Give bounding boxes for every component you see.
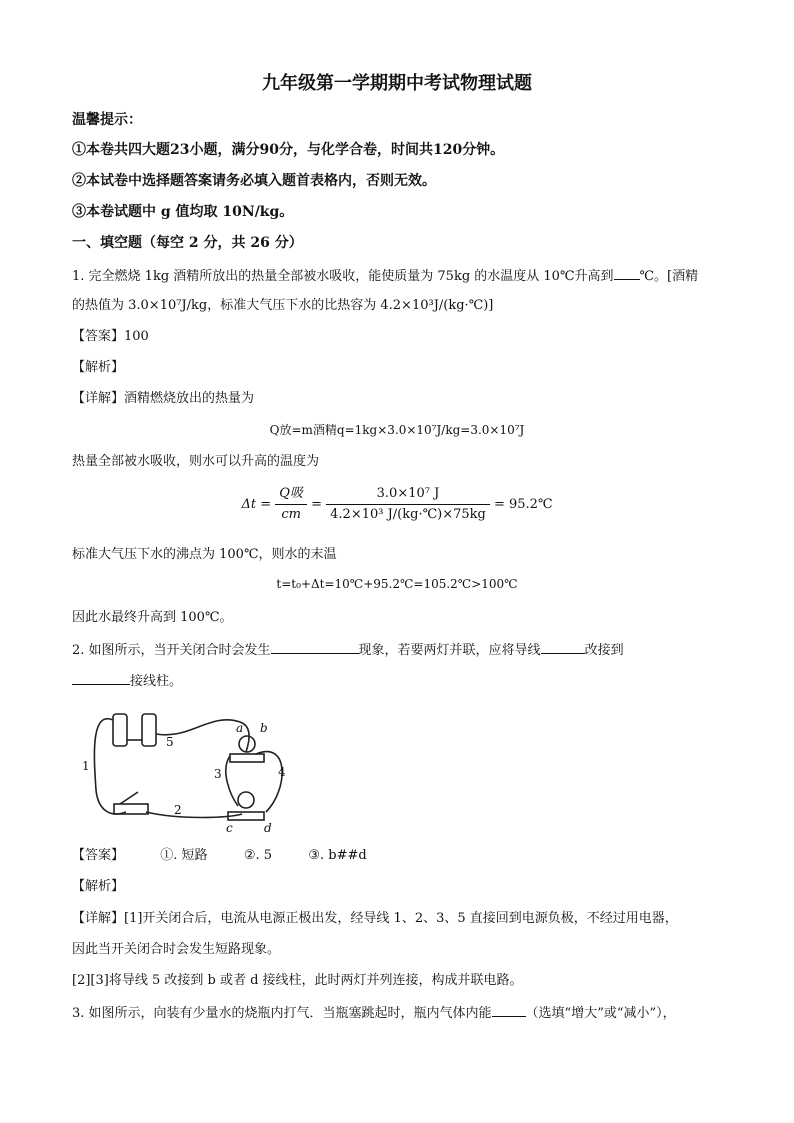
q2-analysis: 【解析】	[72, 879, 125, 894]
q2-answer-1: ①. 短路	[160, 848, 208, 863]
wire-3	[226, 756, 238, 806]
delta-t-lhs: Δt =	[241, 497, 272, 512]
q2-line2	[72, 670, 182, 692]
q2-blank-1[interactable]	[271, 639, 359, 654]
lamp-bottom-bulb	[238, 792, 254, 808]
q2-blank-3[interactable]	[72, 670, 130, 685]
q1-text-a: 1. 完全燃烧 1kg 酒精所放出的热量全部被水吸收，能使质量为 75kg 的水温度从 10℃升高到	[72, 269, 614, 284]
q2-text-b: 现象，若要两灯并联，应将导线	[358, 643, 541, 658]
tip-item-3: ③本卷试题中 g 值均取 10N/kg。	[72, 204, 294, 220]
fraction-numeric-denominator: 4.2×10³ J/(kg·℃)×75kg	[330, 507, 486, 522]
fraction-symbolic-denominator: cm	[281, 507, 301, 522]
fraction-numeric	[326, 484, 490, 525]
wire-1	[94, 719, 126, 814]
lamp-top-base	[230, 754, 264, 762]
q2-answer-3: ③. b##d	[308, 848, 367, 863]
q2-detail-1: 【详解】[1]开关闭合后，电流从电源正极出发，经导线 1、2、3、5 直接回到电源负极，不经过用电器，	[72, 911, 678, 926]
fraction-numeric-numerator: 3.0×10⁷ J	[326, 484, 490, 505]
battery-2	[142, 714, 156, 746]
q1-text-b: ℃。[酒精	[639, 269, 699, 284]
label-wire-1: 1	[82, 759, 90, 773]
label-wire-4: 4	[278, 765, 286, 779]
equals-sign: =	[311, 497, 322, 512]
tip-item-2: ②本试卷中选择题答案请务必填入题首表格内，否则无效。	[72, 173, 436, 189]
q2-answer	[72, 846, 367, 866]
label-b: b	[260, 721, 268, 735]
tips-heading: 温馨提示：	[72, 112, 142, 128]
label-a: a	[236, 721, 244, 735]
q1-blank[interactable]	[614, 265, 640, 280]
circuit-diagram	[80, 700, 300, 840]
q3-blank[interactable]	[492, 1002, 526, 1017]
switch-base	[114, 804, 148, 814]
label-d: d	[264, 821, 272, 835]
q1-text2: 热量全部被水吸收，则水可以升高的温度为	[72, 454, 320, 469]
page-title: 九年级第一学期期中考试物理试题	[262, 73, 532, 94]
q1-line2: 的热值为 3.0×10⁷J/kg，标准大气压下水的比热容为 4.2×10³J/(kg·℃)]	[72, 298, 494, 313]
q2-text-c: 改接到	[584, 643, 624, 658]
q3-text-a: 3. 如图所示，向装有少量水的烧瓶内打气．当瓶塞跳起时，瓶内气体内能	[72, 1006, 492, 1021]
label-wire-5: 5	[166, 735, 174, 749]
q1-line1	[72, 265, 698, 287]
fraction-result: = 95.2℃	[493, 497, 553, 512]
tip-item-1: ①本卷共四大题23小题，满分90分，与化学合卷，时间共120分钟。	[72, 142, 505, 158]
label-wire-3: 3	[214, 767, 222, 781]
q3-text-b: （选填“增大”或“减小”），	[525, 1006, 676, 1021]
q2-answer-label: 【答案】	[72, 848, 125, 863]
battery-1	[113, 714, 127, 746]
q2-detail-2: 因此当开关闭合时会发生短路现象。	[72, 942, 281, 957]
q1-detail: 【详解】酒精燃烧放出的热量为	[72, 391, 255, 406]
q2-answer-2: ②. 5	[243, 848, 273, 863]
wire-4	[256, 752, 282, 812]
q3-line1	[72, 1002, 676, 1024]
fraction-symbolic-numerator: Q吸	[275, 484, 307, 505]
q2-detail-3: [2][3]将导线 5 改接到 b 或者 d 接线柱，此时两灯并列连接，构成并联电路。	[72, 973, 523, 988]
q1-fraction-formula	[0, 484, 794, 525]
label-c: c	[226, 821, 233, 835]
switch-lever	[120, 792, 138, 804]
section-heading: 一、填空题（每空 2 分，共 26 分）	[72, 235, 303, 251]
q1-formula-final-temp: t=t₀+Δt=10℃+95.2℃=105.2℃>100℃	[276, 577, 518, 591]
q1-answer: 【答案】100	[72, 329, 149, 344]
q1-formula-heat: Q放=m酒精q=1kg×3.0×10⁷J/kg=3.0×10⁷J	[269, 423, 525, 437]
fraction-symbolic	[275, 484, 307, 525]
q1-text4: 因此水最终升高到 100℃。	[72, 610, 233, 625]
q2-blank-2[interactable]	[541, 639, 585, 654]
q1-analysis: 【解析】	[72, 360, 125, 375]
q2-text-d: 接线柱。	[130, 674, 183, 689]
q1-text3: 标准大气压下水的沸点为 100℃，则水的末温	[72, 547, 337, 562]
q2-text-a: 2. 如图所示，当开关闭合时会发生	[72, 643, 271, 658]
q2-line1	[72, 639, 624, 661]
label-wire-2: 2	[174, 803, 182, 817]
